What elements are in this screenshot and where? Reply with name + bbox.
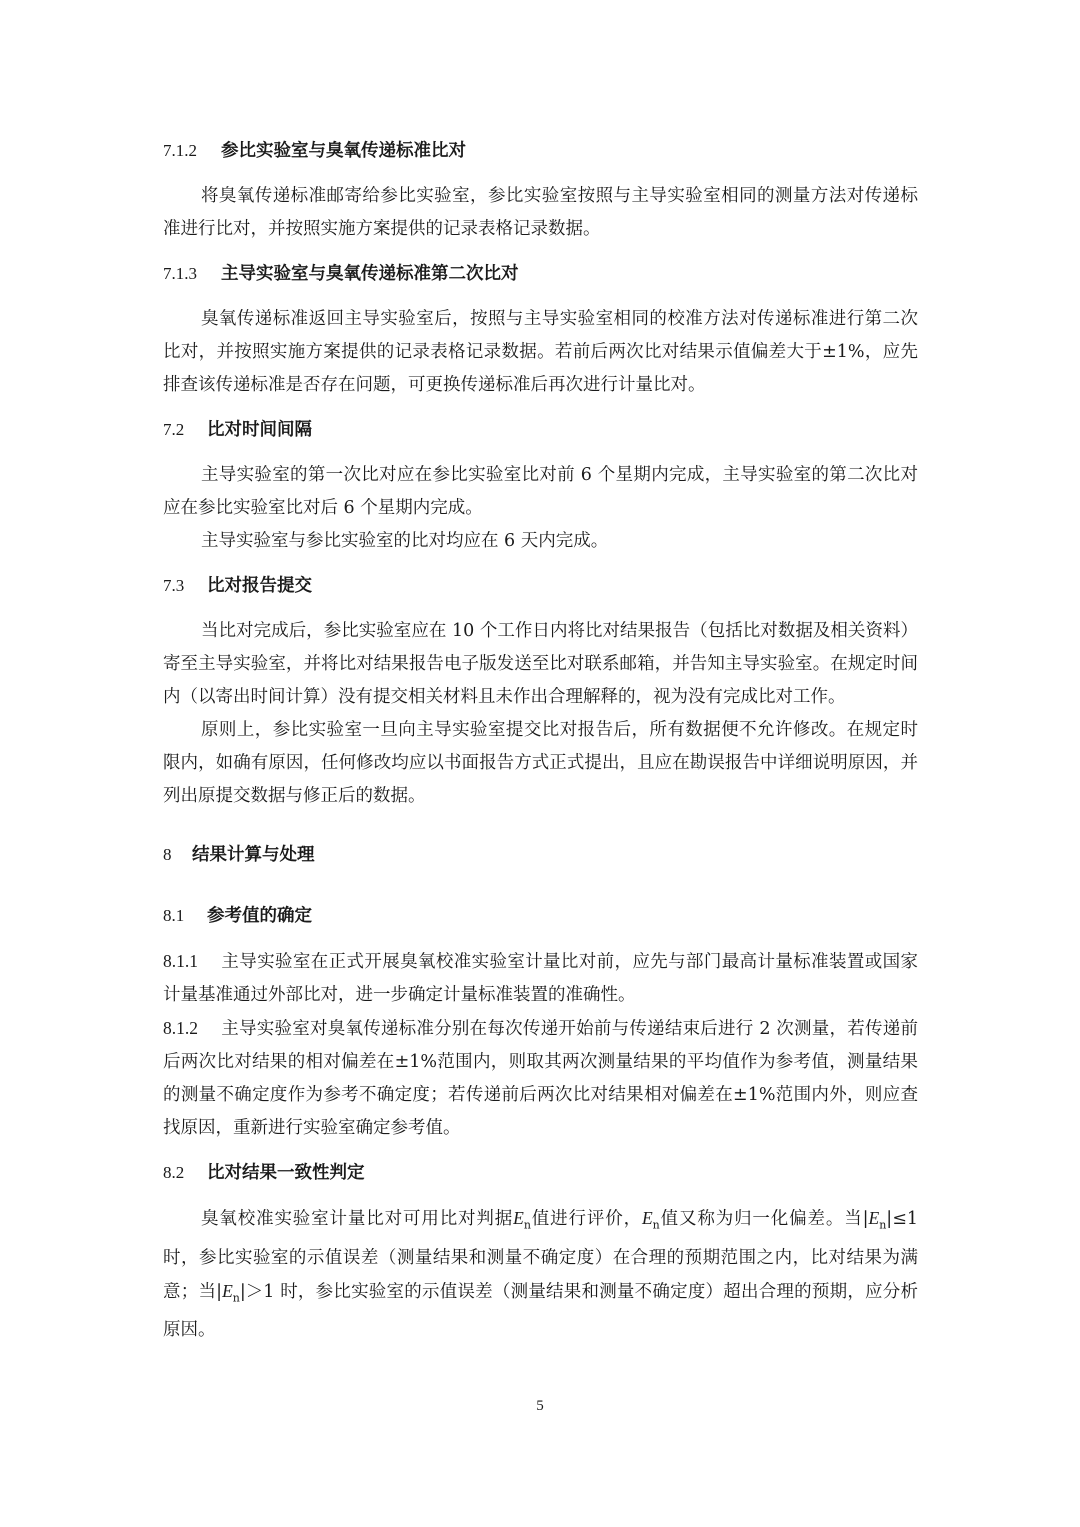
subscript-n: n [652, 1218, 660, 1232]
heading-8-2 [163, 1158, 918, 1188]
section-number: 8.1 [163, 906, 185, 925]
subscript-n: n [879, 1218, 887, 1232]
document-page [163, 130, 918, 1347]
clause-text: 主导实验室在正式开展臭氧校准实验室计量比对前，应先与部门最高计量标准装置或国家计量基准通过外部比对，进一步确定计量标准装置的准确性。 [163, 952, 918, 1005]
text-run: 值又称为归一化偏差。当| [659, 1209, 869, 1229]
section-number: 7.3 [163, 576, 185, 595]
text-run: |≤1 时，参比实验室的示值误差（测量结果和测量不确定度）在合理的预期范围之内，比对结果为满意；当| [163, 1209, 918, 1302]
section-number: 7.1.2 [163, 141, 197, 160]
clause-8-1-1 [163, 945, 918, 1012]
text-run: |＞1 时，参比实验室的示值误差（测量结果和测量不确定度）超出合理的预期，应分析原因。 [163, 1281, 918, 1340]
section-title: 比对结果一致性判定 [207, 1163, 365, 1183]
heading-7-3 [163, 571, 918, 601]
section-title: 结果计算与处理 [192, 845, 315, 865]
symbol-e: E [641, 1208, 653, 1228]
section-number: 8.2 [163, 1163, 185, 1182]
section-number: 7.1.3 [163, 264, 197, 283]
paragraph-en-criterion [163, 1202, 918, 1347]
text-run: 值进行评价， [530, 1209, 642, 1229]
section-number: 8 [163, 845, 172, 864]
subscript-n: n [232, 1291, 240, 1304]
section-title: 比对时间间隔 [207, 420, 312, 440]
heading-7-1-3 [163, 259, 918, 289]
clause-text: 主导实验室对臭氧传递标准分别在每次传递开始前与传递结束后进行 2 次测量，若传递前后两次比对结果的相对偏差在±1%范围内，则取其两次测量结果的平均值作为参考值，测量结果的测量不确定度作为参考不确定度；若传递前后两次比对结果相对偏差在±1%范围内外，则应查找原因，重新进行实验室确定参考值。 [163, 1019, 918, 1138]
section-number: 7.2 [163, 420, 185, 439]
paragraph: 臭氧传递标准返回主导实验室后，按照与主导实验室相同的校准方法对传递标准进行第二次比对，并按照实施方案提供的记录表格记录数据。若前后两次比对结果示值偏差大于±1%，应先排查该传递标准是否存在问题，可更换传递标准后再次进行计量比对。 [163, 309, 918, 395]
heading-8-1 [163, 901, 918, 931]
text-run: 臭氧校准实验室计量比对可用比对判据 [201, 1209, 514, 1229]
clause-number: 8.1.1 [163, 951, 198, 971]
clause-number: 8.1.2 [163, 1018, 198, 1038]
heading-7-2 [163, 415, 918, 445]
section-title: 主导实验室与臭氧传递标准第二次比对 [221, 264, 519, 284]
subscript-n: n [523, 1218, 531, 1232]
section-title: 比对报告提交 [207, 576, 312, 596]
clause-8-1-2 [163, 1012, 918, 1145]
symbol-e: E [222, 1280, 233, 1301]
paragraph: 原则上，参比实验室一旦向主导实验室提交比对报告后，所有数据便不允许修改。在规定时限内，如确有原因，任何修改均应以书面报告方式正式提出，且应在勘误报告中详细说明原因，并列出原提交数据与修正后的数据。 [163, 720, 918, 806]
paragraph: 主导实验室与参比实验室的比对均应在 6 天内完成。 [201, 531, 609, 551]
heading-7-1-2 [163, 136, 918, 166]
heading-8 [163, 840, 918, 870]
section-title: 参考值的确定 [207, 906, 312, 926]
paragraph: 主导实验室的第一次比对应在参比实验室比对前 6 个星期内完成，主导实验室的第二次比对应在参比实验室比对后 6 个星期内完成。 [163, 465, 918, 518]
section-title: 参比实验室与臭氧传递标准比对 [221, 141, 466, 161]
paragraph: 将臭氧传递标准邮寄给参比实验室，参比实验室按照与主导实验室相同的测量方法对传递标准进行比对，并按照实施方案提供的记录表格记录数据。 [163, 186, 918, 239]
paragraph: 当比对完成后，参比实验室应在 10 个工作日内将比对结果报告（包括比对数据及相关资料）寄至主导实验室，并将比对结果报告电子版发送至比对联系邮箱，并告知主导实验室。在规定时间内（以寄出时间计算）没有提交相关材料且未作出合理解释的，视为没有完成比对工作。 [163, 621, 918, 707]
symbol-e: E [868, 1208, 880, 1228]
page-number: 5 [536, 1398, 544, 1414]
symbol-e: E [513, 1208, 524, 1228]
